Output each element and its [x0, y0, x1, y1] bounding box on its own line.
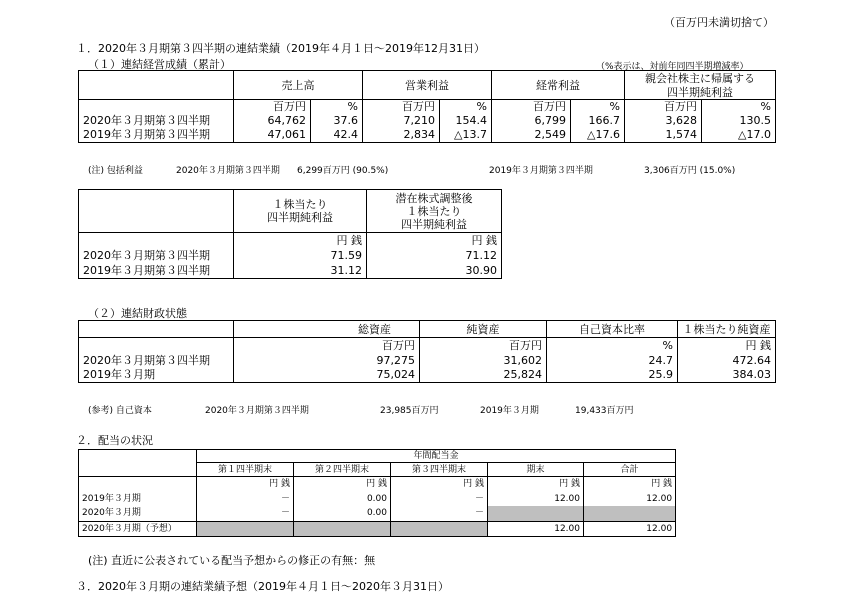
table-cell: △17.6	[571, 128, 625, 143]
table-cell: 97,275	[234, 353, 420, 368]
row-label: 2020年３月期（予想）	[79, 522, 197, 537]
header-blank	[79, 190, 234, 233]
row-label: 2019年３月期	[79, 492, 197, 506]
table-cell-shaded	[391, 522, 488, 537]
table-cell: 166.7	[571, 114, 625, 128]
unit-cell: 円 銭	[234, 233, 367, 248]
unit-cell: %	[547, 338, 678, 353]
section-1-1-heading: （１）連結経営成績（累計）	[88, 58, 231, 71]
table-cell: 2,834	[363, 128, 440, 143]
header-operating-income: 営業利益	[363, 71, 492, 100]
table-cell: 42.4	[311, 128, 363, 143]
table-cell: 31.12	[234, 263, 367, 279]
unit-cell: 百万円	[363, 100, 440, 114]
header-diluted-eps-line2: １株当たり	[406, 204, 462, 218]
table-cell: 154.4	[440, 114, 492, 128]
header-eps-line2: 四半期純利益	[267, 211, 333, 224]
header-blank	[79, 450, 197, 477]
eps-table	[78, 189, 502, 279]
table-cell: 71.12	[367, 248, 502, 263]
section-1-heading: １．2020年３月期第３四半期の連結業績（2019年４月１日～2019年12月31日）	[76, 42, 485, 55]
unit-cell: 円 銭	[197, 477, 294, 492]
table-cell-shaded	[294, 522, 391, 537]
header-q3: 第３四半期末	[391, 463, 488, 477]
header-eps-line1: １株当たり	[272, 198, 328, 211]
table-cell: 12.00	[488, 492, 584, 506]
unit-row-blank	[79, 233, 234, 248]
table-cell: 75,024	[234, 368, 420, 383]
equity-ref-value-2: 19,433百万円	[575, 406, 634, 416]
unit-cell: 百万円	[234, 338, 420, 353]
percent-note: （%表示は、対前年同四半期増減率）	[596, 62, 749, 72]
row-label: 2020年３月期第３四半期	[79, 353, 234, 368]
unit-cell: 円 銭	[584, 477, 676, 492]
table-cell: 384.03	[678, 368, 776, 383]
table-cell: －	[197, 492, 294, 506]
table-cell-shaded	[488, 506, 584, 522]
table-cell: △17.0	[702, 128, 776, 143]
unit-cell: %	[571, 100, 625, 114]
comprehensive-income-value-2: 3,306百万円 (15.0%)	[644, 166, 736, 176]
table-cell: 47,061	[234, 128, 311, 143]
table-cell: 3,628	[625, 114, 702, 128]
header-total-assets: 総資産	[234, 321, 420, 338]
table-cell: －	[391, 492, 488, 506]
header-bps: １株当たり純資産	[678, 321, 776, 338]
table-cell: 30.90	[367, 263, 502, 279]
header-total: 合計	[584, 463, 676, 477]
table-cell: △13.7	[440, 128, 492, 143]
unit-row-blank	[79, 477, 197, 492]
header-net-income-line1: 親会社株主に帰属する	[625, 71, 776, 86]
unit-cell: 百万円	[234, 100, 311, 114]
comprehensive-income-value-1: 6,299百万円 (90.5%)	[297, 166, 389, 176]
row-label: 2019年３月期	[79, 368, 234, 383]
header-diluted-eps-line1: 潜在株式調整後	[395, 191, 473, 205]
table-cell: 12.00	[488, 522, 584, 537]
table-cell-shaded	[584, 506, 676, 522]
header-sales: 売上高	[234, 71, 363, 100]
equity-ref-period-1: 2020年３月期第３四半期	[205, 406, 309, 416]
table-cell: 0.00	[294, 492, 391, 506]
header-year-end: 期末	[488, 463, 584, 477]
table-cell: 25.9	[547, 368, 678, 383]
unit-cell: 百万円	[492, 100, 571, 114]
header-eps	[234, 190, 367, 233]
table-cell: 12.00	[584, 492, 676, 506]
row-label: 2019年３月期第３四半期	[79, 263, 234, 279]
unit-cell: %	[440, 100, 492, 114]
equity-ref-period-2: 2019年３月期	[480, 406, 539, 416]
table-cell: 37.6	[311, 114, 363, 128]
table-cell: －	[391, 506, 488, 522]
dividend-revision-note: (注) 直近に公表されている配当予想からの修正の有無：無	[88, 554, 376, 567]
section-1-2-heading: （２）連結財政状態	[88, 307, 187, 320]
table-cell: 71.59	[234, 248, 367, 263]
table-cell: 31,602	[420, 353, 547, 368]
row-label: 2020年３月期第３四半期	[79, 114, 234, 128]
unit-cell: 円 銭	[367, 233, 502, 248]
unit-cell: 円 銭	[391, 477, 488, 492]
unit-row-blank	[79, 338, 234, 353]
header-net-assets: 純資産	[420, 321, 547, 338]
table-cell: 472.64	[678, 353, 776, 368]
header-blank	[79, 321, 234, 338]
dividends-table	[78, 449, 676, 537]
section-2-heading: ２．配当の状況	[76, 434, 153, 447]
header-annual-dividends: 年間配当金	[197, 450, 676, 463]
table-cell: 25,824	[420, 368, 547, 383]
unit-cell: %	[311, 100, 363, 114]
equity-ref-value-1: 23,985百万円	[380, 406, 439, 416]
table-cell: 2,549	[492, 128, 571, 143]
header-ordinary-income: 経常利益	[492, 71, 625, 100]
header-net-income-line2: 四半期純利益	[625, 86, 776, 100]
comprehensive-income-label: (注) 包括利益	[88, 166, 143, 176]
equity-ref-label: (参考) 自己資本	[88, 406, 152, 416]
financial-position-table	[78, 320, 776, 383]
unit-cell: 円 銭	[488, 477, 584, 492]
header-q1: 第１四半期末	[197, 463, 294, 477]
table-cell: －	[197, 506, 294, 522]
unit-cell: 百万円	[625, 100, 702, 114]
table-cell: 64,762	[234, 114, 311, 128]
row-label: 2019年３月期第３四半期	[79, 128, 234, 143]
operating-results-table	[78, 70, 776, 143]
unit-cell: 円 銭	[678, 338, 776, 353]
table-cell: 12.00	[584, 522, 676, 537]
unit-cell: %	[702, 100, 776, 114]
table-cell: 0.00	[294, 506, 391, 522]
header-q2: 第２四半期末	[294, 463, 391, 477]
table-cell: 7,210	[363, 114, 440, 128]
table-cell: 6,799	[492, 114, 571, 128]
row-label: 2020年３月期第３四半期	[79, 248, 234, 263]
header-diluted-eps	[367, 190, 502, 233]
unit-row-blank	[79, 100, 234, 114]
header-diluted-eps-line3: 四半期純利益	[401, 217, 467, 231]
table-cell: 130.5	[702, 114, 776, 128]
table-cell: 1,574	[625, 128, 702, 143]
table-cell-shaded	[197, 522, 294, 537]
unit-cell: 百万円	[420, 338, 547, 353]
table-cell: 24.7	[547, 353, 678, 368]
row-label: 2020年３月期	[79, 506, 197, 522]
section-3-heading: ３．2020年３月期の連結業績予想（2019年４月１日～2020年３月31日）	[76, 580, 449, 593]
unit-note: （百万円未満切捨て）	[664, 16, 774, 29]
header-blank	[79, 71, 234, 100]
comprehensive-income-period-1: 2020年３月期第３四半期	[176, 166, 280, 176]
comprehensive-income-period-2: 2019年３月期第３四半期	[489, 166, 593, 176]
header-equity-ratio: 自己資本比率	[547, 321, 678, 338]
unit-cell: 円 銭	[294, 477, 391, 492]
